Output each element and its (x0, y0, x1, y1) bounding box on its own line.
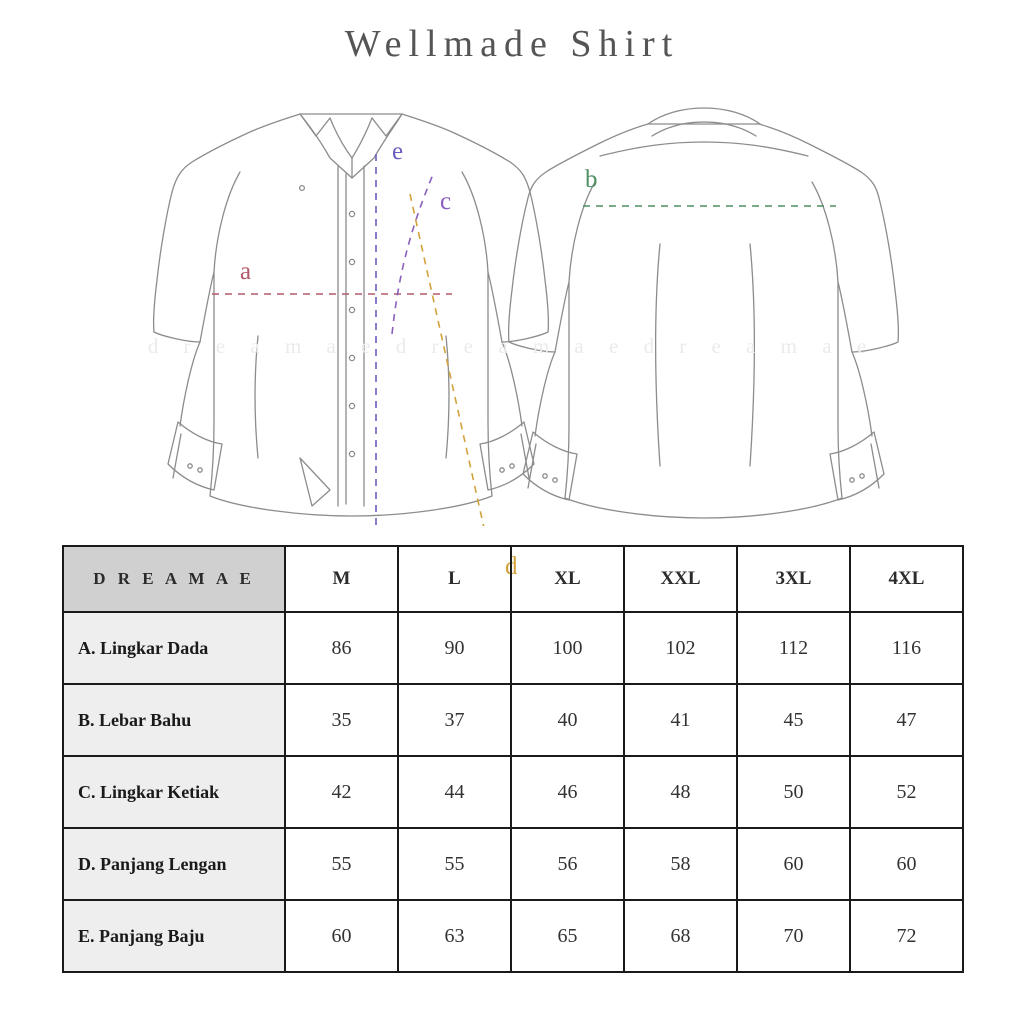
measure-label-b: b (585, 166, 598, 193)
size-table-container (62, 545, 962, 973)
row-label-panjang-lengan: D. Panjang Lengan (63, 828, 285, 900)
row-label-panjang-baju: E. Panjang Baju (63, 900, 285, 972)
cell-value: 72 (850, 900, 963, 972)
cell-value: 86 (285, 612, 398, 684)
cell-value: 60 (737, 828, 850, 900)
cell-value: 58 (624, 828, 737, 900)
watermark-text: d r e a m a e d r e a m a e d r e a m a e (147, 334, 877, 358)
cell-value: 65 (511, 900, 624, 972)
cell-value: 55 (285, 828, 398, 900)
cell-value: 68 (624, 900, 737, 972)
measure-label-c: c (440, 188, 452, 215)
cell-value: 52 (850, 756, 963, 828)
measure-label-d: d (505, 553, 518, 580)
cell-value: 100 (511, 612, 624, 684)
brand-cell: D R E A M A E (63, 546, 285, 612)
row-label-lingkar-ketiak: C. Lingkar Ketiak (63, 756, 285, 828)
cell-value: 45 (737, 684, 850, 756)
cell-value: 48 (624, 756, 737, 828)
cell-value: 112 (737, 612, 850, 684)
cell-value: 55 (398, 828, 511, 900)
size-header-xl: XL (511, 546, 624, 612)
cell-value: 60 (850, 828, 963, 900)
cell-value: 47 (850, 684, 963, 756)
cell-value: 56 (511, 828, 624, 900)
guide-line-c (392, 172, 434, 334)
guide-line-d (410, 194, 488, 526)
cell-value: 37 (398, 684, 511, 756)
size-header-3xl: 3XL (737, 546, 850, 612)
shirt-technical-drawing (0, 66, 1024, 526)
cell-value: 50 (737, 756, 850, 828)
cell-value: 35 (285, 684, 398, 756)
size-header-m: M (285, 546, 398, 612)
size-table (62, 545, 964, 973)
row-label-lebar-bahu: B. Lebar Bahu (63, 684, 285, 756)
size-header-l: L (398, 546, 511, 612)
cell-value: 63 (398, 900, 511, 972)
measure-label-e: e (392, 138, 404, 165)
cell-value: 90 (398, 612, 511, 684)
cell-value: 44 (398, 756, 511, 828)
table-row (63, 900, 963, 972)
table-header-row (63, 546, 963, 612)
cell-value: 41 (624, 684, 737, 756)
size-header-4xl: 4XL (850, 546, 963, 612)
cell-value: 116 (850, 612, 963, 684)
cell-value: 46 (511, 756, 624, 828)
cell-value: 60 (285, 900, 398, 972)
cell-value: 70 (737, 900, 850, 972)
size-header-xxl: XXL (624, 546, 737, 612)
cell-value: 42 (285, 756, 398, 828)
cell-value: 102 (624, 612, 737, 684)
table-row (63, 756, 963, 828)
table-row (63, 612, 963, 684)
table-row (63, 828, 963, 900)
page-title: Wellmade Shirt (344, 23, 680, 65)
measure-label-a: a (240, 258, 252, 285)
cell-value: 40 (511, 684, 624, 756)
row-label-lingkar-dada: A. Lingkar Dada (63, 612, 285, 684)
table-row (63, 684, 963, 756)
